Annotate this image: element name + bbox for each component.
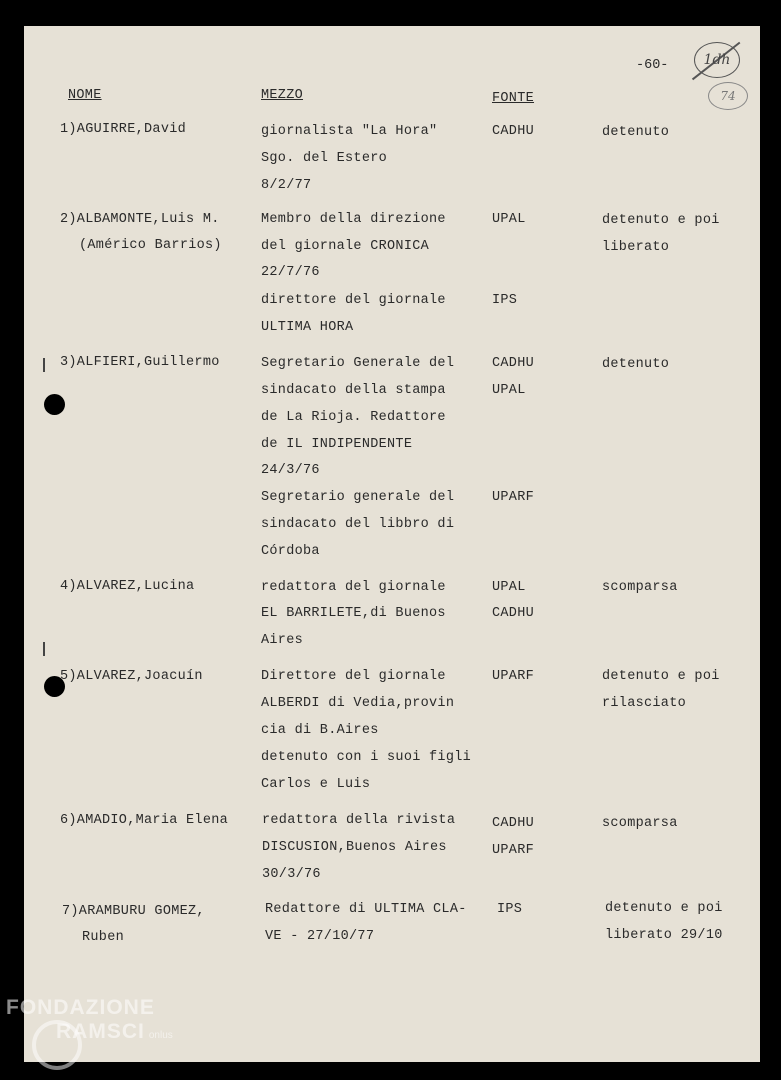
entry-esito: detenuto [602,125,670,140]
entry-fonte: UPAL [492,580,526,595]
entry-mezzo: Direttore del giornale [261,669,446,684]
entry-esito: scomparsa [602,816,678,831]
entry-esito: liberato 29/10 [605,928,723,943]
watermark-suffix: onlus [148,1030,173,1041]
entry-nome: 3)ALFIERI,Guillermo [60,355,220,370]
entry-nome: 7)ARAMBURU GOMEZ, [62,904,205,919]
header-fonte: FONTE [492,91,535,106]
entry-esito: detenuto [602,357,670,372]
entry-fonte: UPARF [492,843,535,858]
entry-nome: Ruben [82,930,125,945]
binder-hole [44,394,65,415]
entry-fonte: IPS [492,293,518,308]
entry-mezzo: detenuto con i suoi figli [261,750,472,765]
entry-esito: rilasciato [602,696,687,711]
watermark-line2: RAMSCI [56,1020,145,1043]
watermark-line1: FONDAZIONE [6,996,155,1019]
entry-esito: liberato [602,240,670,255]
entry-mezzo: de La Rioja. Redattore [261,410,446,425]
watermark [6,996,173,1048]
entry-mezzo: ALBERDI di Vedia,provin [261,696,455,711]
margin-mark [43,642,45,656]
page-number: -60- [636,58,669,73]
entry-mezzo: VE - 27/10/77 [265,929,375,944]
entry-mezzo: direttore del giornale [261,293,446,308]
entry-esito: scomparsa [602,580,678,595]
entry-fonte: UPAL [492,212,526,227]
entry-fonte: UPAL [492,383,526,398]
entry-nome: 2)ALBAMONTE,Luis M. [60,212,220,227]
entry-mezzo: 24/3/76 [261,463,320,478]
entry-mezzo: sindacato del libbro di [261,517,455,532]
entry-mezzo: redattora del giornale [261,580,446,595]
margin-mark [43,358,45,372]
entry-mezzo: 30/3/76 [262,867,321,882]
entry-nome: (Américo Barrios) [79,238,222,253]
entry-fonte: CADHU [492,606,535,621]
entry-mezzo: cia di B.Aires [261,723,379,738]
entry-mezzo: redattora della rivista [262,813,456,828]
entry-fonte: CADHU [492,356,535,371]
entry-esito: detenuto e poi [602,669,720,684]
entry-mezzo: 22/7/76 [261,265,320,280]
circled-stamp: 1dh [694,42,740,78]
entry-mezzo: Redattore di ULTIMA CLA- [265,902,467,917]
entry-mezzo: Membro della direzione [261,212,446,227]
entry-mezzo: Aires [261,633,304,648]
entry-mezzo: del giornale CRONICA [261,239,430,254]
secondary-stamp: 74 [708,82,748,110]
entry-mezzo: DISCUSION,Buenos Aires [262,840,447,855]
entry-nome: 5)ALVAREZ,Joacuín [60,669,203,684]
entry-esito: detenuto e poi [602,213,720,228]
entry-mezzo: ULTIMA HORA [261,320,354,335]
entry-nome: 6)AMADIO,Maria Elena [60,813,229,828]
entry-fonte: UPARF [492,490,535,505]
entry-mezzo: sindacato della stampa [261,383,446,398]
entry-nome: 4)ALVAREZ,Lucina [60,579,195,594]
entry-nome: 1)AGUIRRE,David [60,122,187,137]
entry-mezzo: EL BARRILETE,di Buenos [261,606,446,621]
entry-fonte: IPS [497,902,523,917]
entry-mezzo: giornalista "La Hora" [261,124,438,139]
entry-esito: detenuto e poi [605,901,723,916]
header-nome: NOME [68,88,102,103]
entry-mezzo: Segretario Generale del [261,356,455,371]
entry-mezzo: 8/2/77 [261,178,312,193]
entry-mezzo: Segretario generale del [261,490,455,505]
header-mezzo: MEZZO [261,88,304,103]
entry-mezzo: de IL INDIPENDENTE [261,437,413,452]
entry-mezzo: Córdoba [261,544,320,559]
entry-fonte: CADHU [492,816,535,831]
entry-mezzo: Sgo. del Estero [261,151,388,166]
entry-fonte: UPARF [492,669,535,684]
entry-mezzo: Carlos e Luis [261,777,371,792]
entry-fonte: CADHU [492,124,535,139]
